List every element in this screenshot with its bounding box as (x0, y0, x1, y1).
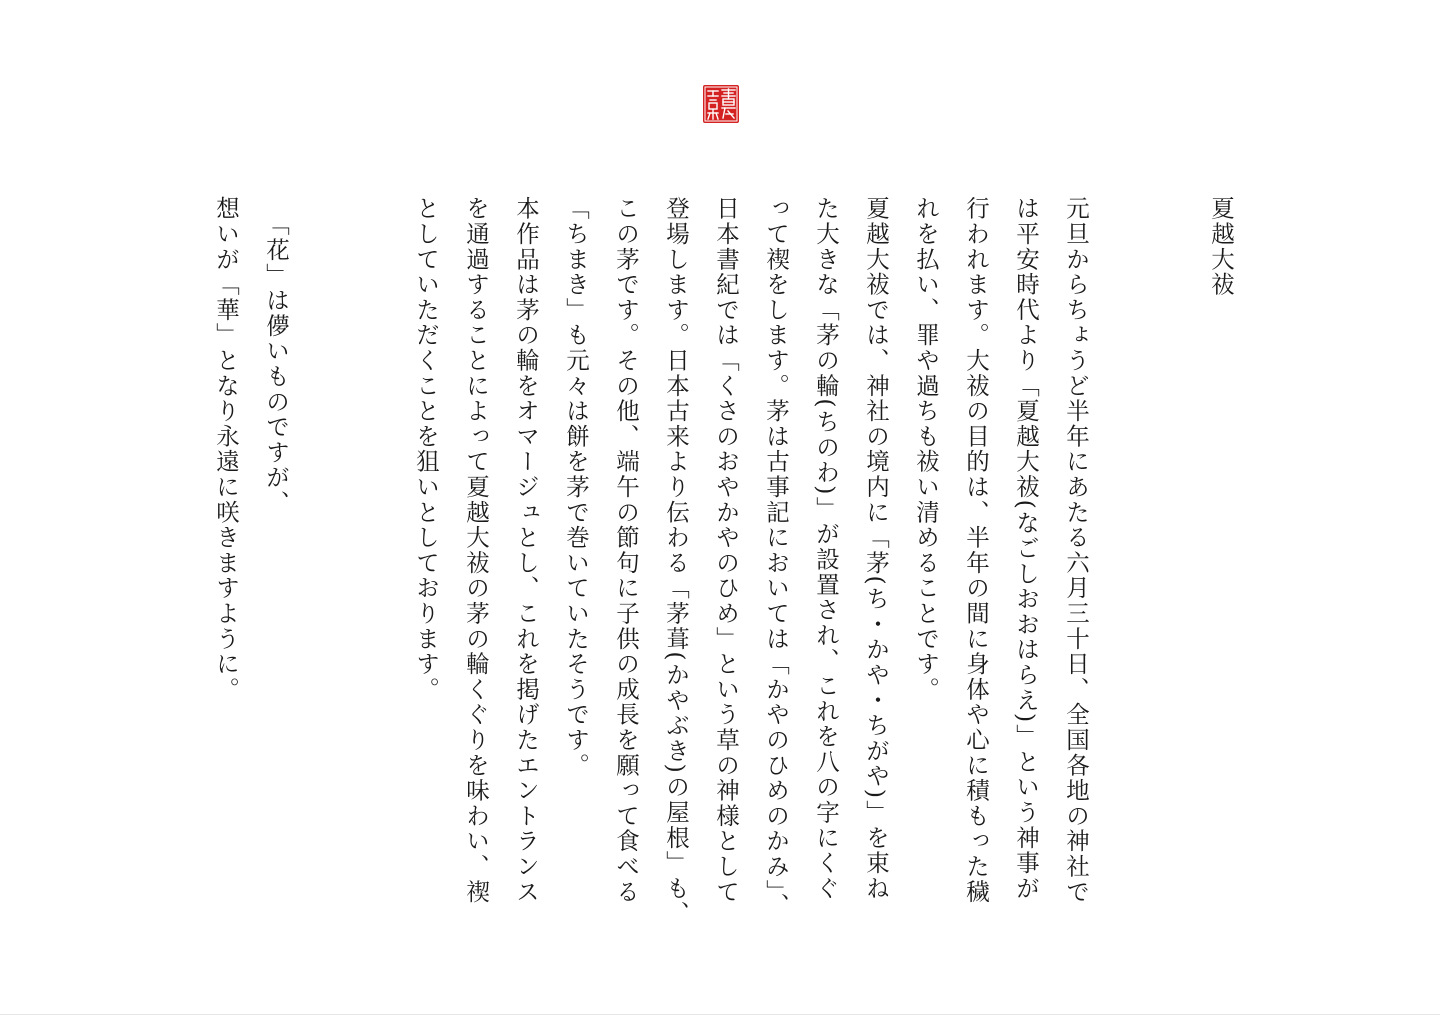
body-line: た大きな「茅の輪(ちのわ)」が設置され、これを八の字にくぐ (812, 196, 840, 902)
body-line: 「ちまき」も元々は餅を茅で巻いていたそうです。 (562, 196, 590, 778)
body-line: 登場します。日本古来より伝わる「茅葺(かやぶき)の屋根」も、 (662, 196, 690, 927)
body-line: 夏越大祓では、神社の境内に「茅(ち・かや・ちがや)」を束ね (862, 196, 890, 902)
body-line: 元旦からちょうど半年にあたる六月三十日、全国各地の神社で (1062, 196, 1090, 905)
body-line: を通過することによって夏越大祓の茅の輪くぐりを味わい、禊 (462, 196, 490, 905)
closing-line: 想いが「華」となり永遠に咲きますように。 (212, 196, 240, 702)
body-line: れを払い、罪や過ちも祓い清めることです。 (912, 196, 940, 702)
body-line: 行われます。大祓の目的は、半年の間に身体や心に積もった穢 (962, 196, 990, 905)
body-line: 日本書紀では「くさのおやかやのひめ」という草の神様として (712, 196, 740, 905)
body-line: としていただくことを狙いとしております。 (412, 196, 440, 702)
body-line: この茅です。その他、端午の節句に子供の成長を願って食べる (612, 196, 640, 905)
closing-text (201, 196, 301, 956)
body-text (401, 196, 1101, 956)
body-line: 本作品は茅の輪をオマージュとし、これを掲げたエントランス (512, 196, 540, 905)
body-line: って禊をします。茅は古事記においては「かやのひめのかみ」、 (762, 196, 790, 918)
closing-line: 「花」は儚いものですが、 (262, 212, 290, 516)
page-bottom-divider (0, 1014, 1440, 1015)
red-seal-stamp-icon (702, 84, 740, 124)
title-text: 夏越大祓 (1207, 196, 1235, 298)
body-line: は平安時代より「夏越大祓(なごしおおはらえ)」という神事が (1012, 196, 1040, 902)
page-title (1192, 196, 1246, 956)
